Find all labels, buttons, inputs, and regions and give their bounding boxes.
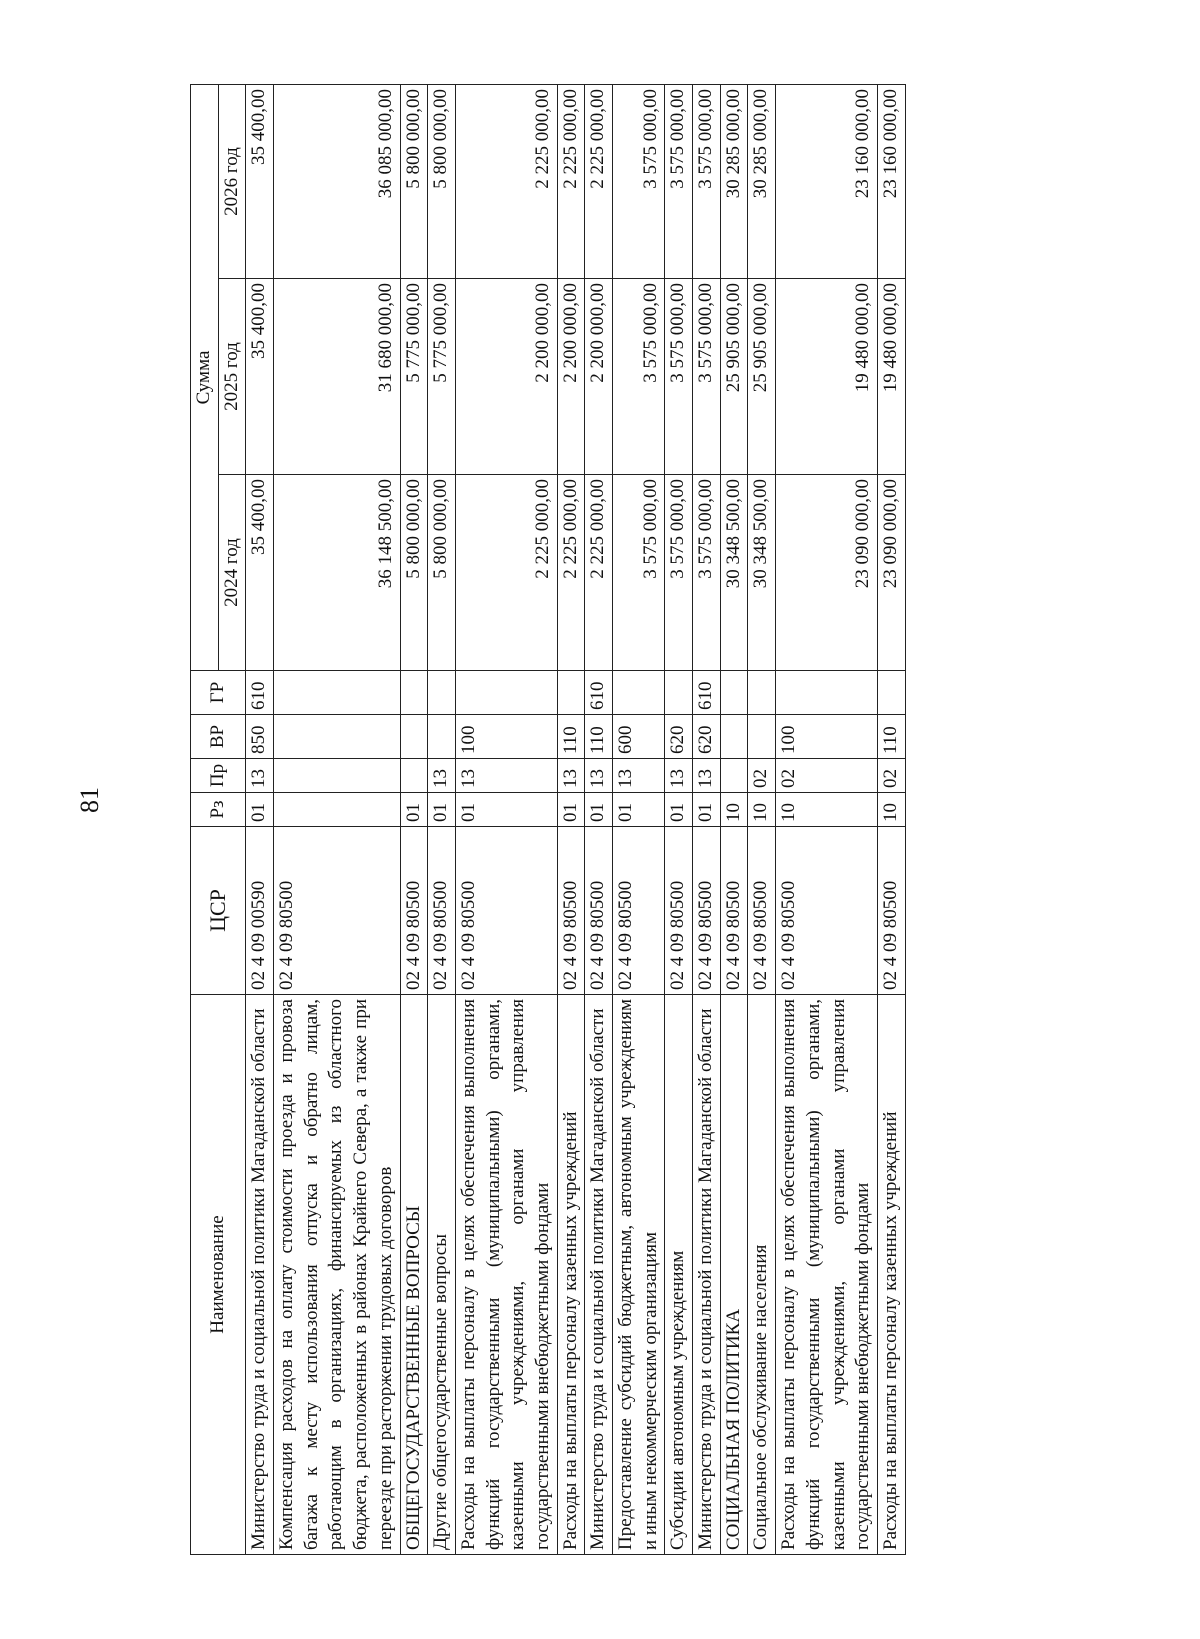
cell-pr — [720, 759, 748, 793]
cell-2025: 3 575 000,00 — [665, 279, 693, 475]
cell-2026: 2 225 000,00 — [557, 85, 585, 279]
budget-table — [190, 84, 906, 1555]
cell-vr: 110 — [557, 715, 585, 759]
cell-gr — [720, 671, 748, 715]
cell-vr: 110 — [877, 715, 905, 759]
cell-rz: 01 — [613, 793, 665, 827]
cell-2024: 5 800 000,00 — [428, 475, 456, 671]
cell-pr: 13 — [585, 759, 613, 793]
cell-2025: 25 905 000,00 — [748, 279, 776, 475]
table-row — [246, 85, 274, 1555]
cell-2026: 23 160 000,00 — [776, 85, 878, 279]
cell-name: Расходы на выплаты персоналу казенных учреждений — [557, 995, 585, 1555]
header-2024: 2024 год — [218, 475, 246, 671]
cell-rz: 01 — [246, 793, 274, 827]
table-row — [557, 85, 585, 1555]
cell-vr: 620 — [665, 715, 693, 759]
cell-2025: 5 775 000,00 — [428, 279, 456, 475]
cell-2025: 3 575 000,00 — [613, 279, 665, 475]
cell-csr: 02 4 09 80500 — [877, 827, 905, 995]
table-row — [720, 85, 748, 1555]
table-row — [400, 85, 428, 1555]
cell-vr — [274, 715, 400, 759]
rotated-table-wrapper — [190, 85, 1050, 1555]
cell-csr: 02 4 09 80500 — [400, 827, 428, 995]
cell-2024: 23 090 000,00 — [877, 475, 905, 671]
cell-2026: 2 225 000,00 — [585, 85, 613, 279]
cell-csr: 02 4 09 80500 — [274, 827, 400, 995]
cell-2024: 3 575 000,00 — [613, 475, 665, 671]
cell-2024: 2 225 000,00 — [455, 475, 557, 671]
cell-2026: 23 160 000,00 — [877, 85, 905, 279]
cell-pr — [400, 759, 428, 793]
header-vr: ВР — [191, 715, 246, 759]
cell-pr: 02 — [748, 759, 776, 793]
cell-2025: 2 200 000,00 — [557, 279, 585, 475]
header-2025: 2025 год — [218, 279, 246, 475]
cell-name: Другие общегосударственные вопросы — [428, 995, 456, 1555]
cell-csr: 02 4 09 80500 — [557, 827, 585, 995]
cell-vr — [720, 715, 748, 759]
cell-vr: 600 — [613, 715, 665, 759]
cell-name: Социальное обслуживание населения — [748, 995, 776, 1555]
cell-2025: 2 200 000,00 — [585, 279, 613, 475]
cell-gr — [877, 671, 905, 715]
header-row-1 — [191, 85, 219, 1555]
cell-2024: 3 575 000,00 — [693, 475, 721, 671]
cell-2026: 2 225 000,00 — [455, 85, 557, 279]
cell-rz — [274, 793, 400, 827]
table-body — [246, 85, 905, 1555]
cell-gr — [557, 671, 585, 715]
cell-2026: 35 400,00 — [246, 85, 274, 279]
cell-csr: 02 4 09 80500 — [748, 827, 776, 995]
cell-rz: 10 — [877, 793, 905, 827]
cell-gr — [748, 671, 776, 715]
table-row — [613, 85, 665, 1555]
cell-2024: 30 348 500,00 — [720, 475, 748, 671]
cell-rz: 01 — [455, 793, 557, 827]
cell-gr — [613, 671, 665, 715]
cell-gr: 610 — [693, 671, 721, 715]
cell-pr: 13 — [557, 759, 585, 793]
cell-name: Министерство труда и социальной политики Магаданской области — [585, 995, 613, 1555]
cell-gr — [428, 671, 456, 715]
cell-csr: 02 4 09 80500 — [585, 827, 613, 995]
cell-csr: 02 4 09 80500 — [428, 827, 456, 995]
cell-gr — [665, 671, 693, 715]
cell-2026: 3 575 000,00 — [693, 85, 721, 279]
table-row — [877, 85, 905, 1555]
cell-name: Субсидии автономным учреждениям — [665, 995, 693, 1555]
header-2026: 2026 год — [218, 85, 246, 279]
cell-csr: 02 4 09 00590 — [246, 827, 274, 995]
cell-gr — [776, 671, 878, 715]
cell-pr: 13 — [428, 759, 456, 793]
cell-rz: 01 — [400, 793, 428, 827]
cell-vr: 620 — [693, 715, 721, 759]
cell-rz: 01 — [665, 793, 693, 827]
cell-2026: 5 800 000,00 — [428, 85, 456, 279]
header-name: Наименование — [191, 995, 246, 1555]
cell-csr: 02 4 09 80500 — [613, 827, 665, 995]
cell-csr: 02 4 09 80500 — [720, 827, 748, 995]
cell-gr: 610 — [246, 671, 274, 715]
cell-2025: 2 200 000,00 — [455, 279, 557, 475]
cell-2026: 5 800 000,00 — [400, 85, 428, 279]
cell-csr: 02 4 09 80500 — [693, 827, 721, 995]
table-row — [693, 85, 721, 1555]
cell-gr — [274, 671, 400, 715]
cell-vr: 110 — [585, 715, 613, 759]
table-row — [455, 85, 557, 1555]
table-row — [274, 85, 400, 1555]
cell-name: ОБЩЕГОСУДАРСТВЕННЫЕ ВОПРОСЫ — [400, 995, 428, 1555]
cell-csr: 02 4 09 80500 — [455, 827, 557, 995]
table-row — [585, 85, 613, 1555]
header-rz: Рз — [191, 793, 246, 827]
header-csr: ЦСР — [191, 827, 246, 995]
cell-name: Министерство труда и социальной политики Магаданской области — [693, 995, 721, 1555]
cell-rz: 01 — [693, 793, 721, 827]
cell-2024: 36 148 500,00 — [274, 475, 400, 671]
cell-pr: 02 — [877, 759, 905, 793]
cell-name: Расходы на выплаты персоналу казенных учреждений — [877, 995, 905, 1555]
cell-pr: 13 — [613, 759, 665, 793]
cell-2024: 5 800 000,00 — [400, 475, 428, 671]
cell-2024: 3 575 000,00 — [665, 475, 693, 671]
cell-2025: 3 575 000,00 — [693, 279, 721, 475]
table-row — [428, 85, 456, 1555]
cell-2026: 3 575 000,00 — [665, 85, 693, 279]
cell-rz: 10 — [720, 793, 748, 827]
cell-vr — [400, 715, 428, 759]
cell-2026: 30 285 000,00 — [748, 85, 776, 279]
table-row — [776, 85, 878, 1555]
cell-name: Расходы на выплаты персоналу в целях обеспечения выполнения функций государственными (муниципальными) органами, казенными учреждениями, органами управления государственными внебюджетными фондами — [776, 995, 878, 1555]
cell-csr: 02 4 09 80500 — [776, 827, 878, 995]
cell-name: Предоставление субсидий бюджетным, автономным учреждениям и иным некоммерческим организациям — [613, 995, 665, 1555]
cell-gr — [455, 671, 557, 715]
page-number: 81 — [75, 787, 104, 813]
cell-gr — [400, 671, 428, 715]
cell-rz: 01 — [557, 793, 585, 827]
cell-2025: 19 480 000,00 — [877, 279, 905, 475]
cell-2024: 2 225 000,00 — [557, 475, 585, 671]
cell-2025: 5 775 000,00 — [400, 279, 428, 475]
cell-csr: 02 4 09 80500 — [665, 827, 693, 995]
cell-2025: 35 400,00 — [246, 279, 274, 475]
cell-vr: 100 — [776, 715, 878, 759]
cell-name: Министерство труда и социальной политики Магаданской области — [246, 995, 274, 1555]
cell-2026: 3 575 000,00 — [613, 85, 665, 279]
cell-2024: 35 400,00 — [246, 475, 274, 671]
cell-vr: 850 — [246, 715, 274, 759]
cell-name: Компенсация расходов на оплату стоимости проезда и провоза багажа к месту использования отпуска и обратно лицам, работающим в организациях, финансируемых из областного бюджета, расположенных в районах Крайнего Севера, а также при переезде при расторжении трудовых договоров — [274, 995, 400, 1555]
cell-2025: 19 480 000,00 — [776, 279, 878, 475]
cell-rz: 10 — [748, 793, 776, 827]
cell-vr: 100 — [455, 715, 557, 759]
header-pr: Пр — [191, 759, 246, 793]
cell-2025: 31 680 000,00 — [274, 279, 400, 475]
cell-name: СОЦИАЛЬНАЯ ПОЛИТИКА — [720, 995, 748, 1555]
cell-pr: 13 — [665, 759, 693, 793]
cell-gr: 610 — [585, 671, 613, 715]
cell-rz: 01 — [428, 793, 456, 827]
cell-rz: 01 — [585, 793, 613, 827]
cell-vr — [428, 715, 456, 759]
header-gr: ГР — [191, 671, 246, 715]
cell-2026: 36 085 000,00 — [274, 85, 400, 279]
cell-pr: 02 — [776, 759, 878, 793]
table-row — [748, 85, 776, 1555]
cell-2024: 23 090 000,00 — [776, 475, 878, 671]
cell-name: Расходы на выплаты персоналу в целях обеспечения выполнения функций государственными (муниципальными) органами, казенными учреждениями, органами управления государственными внебюджетными фондами — [455, 995, 557, 1555]
cell-pr: 13 — [455, 759, 557, 793]
header-sum: Сумма — [191, 85, 219, 671]
cell-2025: 25 905 000,00 — [720, 279, 748, 475]
cell-pr: 13 — [246, 759, 274, 793]
table-row — [665, 85, 693, 1555]
cell-2024: 30 348 500,00 — [748, 475, 776, 671]
cell-pr — [274, 759, 400, 793]
cell-2024: 2 225 000,00 — [585, 475, 613, 671]
cell-rz: 10 — [776, 793, 878, 827]
cell-vr — [748, 715, 776, 759]
cell-pr: 13 — [693, 759, 721, 793]
cell-2026: 30 285 000,00 — [720, 85, 748, 279]
